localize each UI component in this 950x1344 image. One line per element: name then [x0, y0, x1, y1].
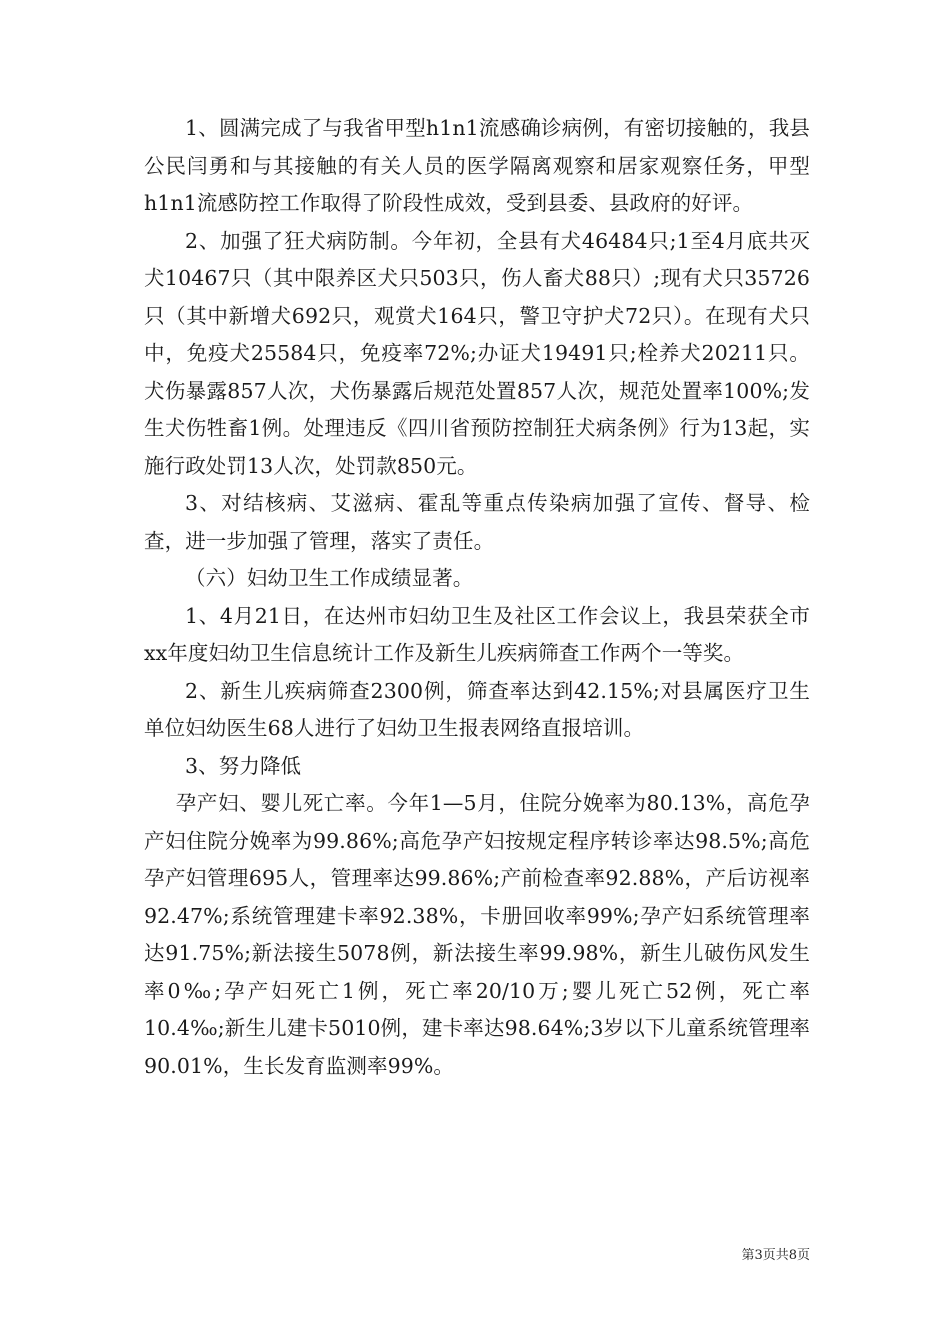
document-body — [144, 110, 810, 1085]
page-number: 第3页共8页 — [741, 1248, 810, 1263]
paragraph-reduce-heading: 3、努力降低 — [185, 753, 302, 778]
paragraph-newborn-screening: 2、新生儿疾病筛查2300例，筛查率达到42.15%;对县属医疗卫生单位妇幼医生68人进行了妇幼卫生报表网络直报培训。 — [144, 678, 810, 740]
paragraph-mortality-stats: 孕产妇、婴儿死亡率。今年1—5月，住院分娩率为80.13%，高危孕产妇住院分娩率为99.86%;高危孕产妇按规定程序转诊率达98.5%;高危孕产妇管理695人，管理率达99.86%;产前检查率92.88%，产后访视率92.47%;系统管理建卡率92.38%，卡册回收率99%;孕产妇系统管理率达91.75%;新法接生5078例，新法接生率99.98%，新生儿破伤风发生率0‰;孕产妇死亡1例，死亡率20/10万;婴儿死亡52例，死亡率10.4‰;新生儿建卡5010例，建卡率达98.64%;3岁以下儿童系统管理率90.01%，生长发育监测率99%。 — [144, 791, 810, 1078]
paragraph-award: 1、4月21日，在达州市妇幼卫生及社区工作会议上，我县荣获全市xx年度妇幼卫生信息统计工作及新生儿疾病筛查工作两个一等奖。 — [144, 603, 810, 665]
section-heading-maternal-child: （六）妇幼卫生工作成绩显著。 — [185, 566, 474, 590]
paragraph-key-diseases: 3、对结核病、艾滋病、霍乱等重点传染病加强了宣传、督导、检查，进一步加强了管理，落实了责任。 — [144, 491, 810, 553]
paragraph-h1n1: 1、圆满完成了与我省甲型h1n1流感确诊病例，有密切接触的，我县公民闫勇和与其接触的有关人员的医学隔离观察和居家观察任务，甲型h1n1流感防控工作取得了阶段性成效，受到县委、县政府的好评。 — [144, 116, 810, 215]
paragraph-rabies: 2、加强了狂犬病防制。今年初，全县有犬46484只;1至4月底共灭犬10467只（其中限养区犬只503只，伤人畜犬88只）;现有犬只35726只（其中新增犬692只，观赏犬164只，警卫守护犬72只）。在现有犬只中，免疫犬25584只，免疫率72%;办证犬19491只;栓养犬20211只。犬伤暴露857人次，犬伤暴露后规范处置857人次，规范处置率100%;发生犬伤牲畜1例。处理违反《四川省预防控制狂犬病条例》行为13起，实施行政处罚13人次，处罚款850元。 — [144, 228, 810, 478]
